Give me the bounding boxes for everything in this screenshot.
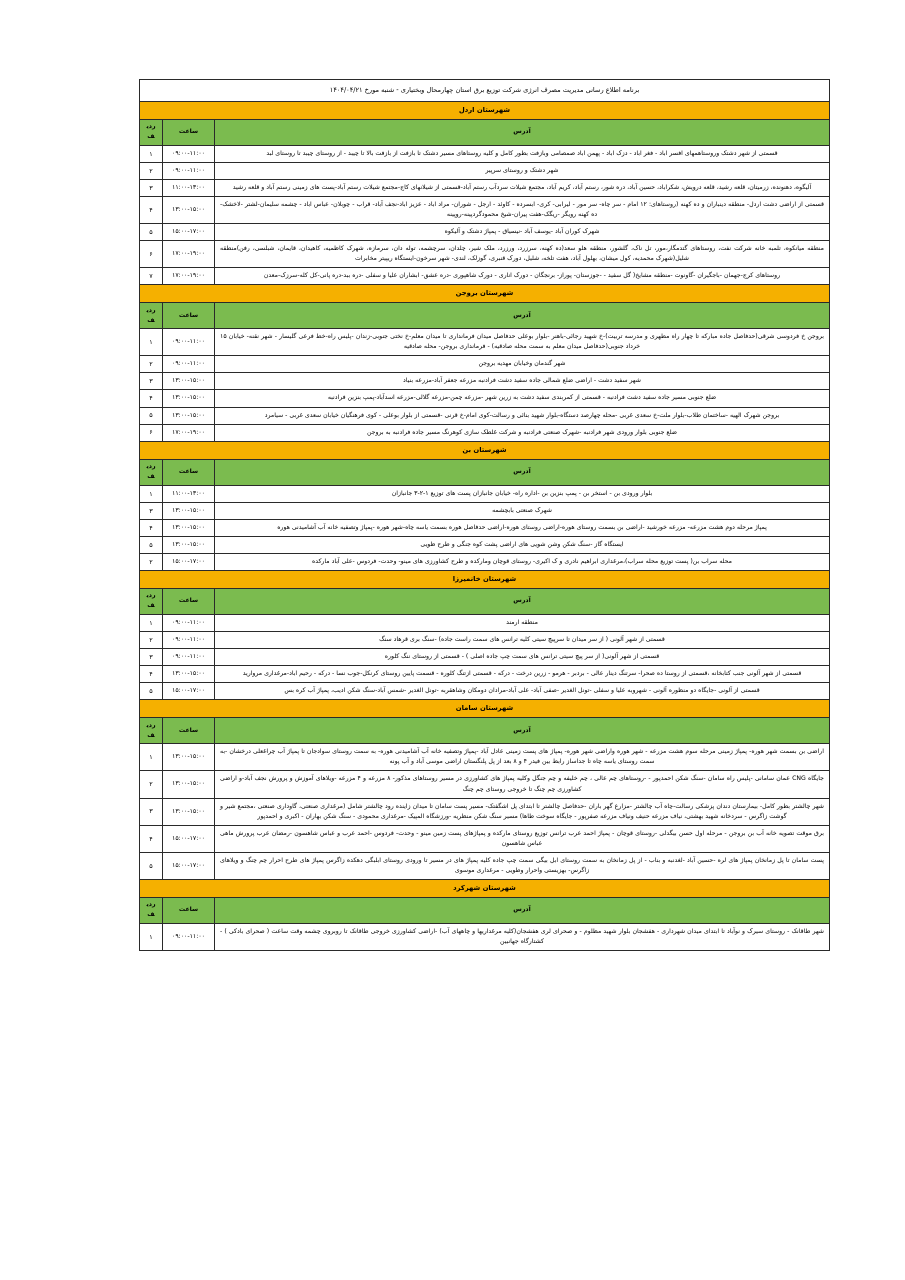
outage-address: قسمتی از آلونی -جایگاه دو منظوره آلونی - شهروبه علیا و سفلی -تونل الغدیر -صفی آباد- علی آباد-مرادان دومکان وشاهقربه -تونل الغدیر -شمس آباد-سنگ شکن ادیب، پمپاژ آب کره بس xyxy=(215,683,830,700)
outage-time: ۱۵:۰۰-۱۷:۰۰ xyxy=(163,553,215,570)
table-row xyxy=(139,356,829,373)
outage-address: قسمتی از شهر آلونی جنب کتابخانه ،قسمتی از روستا ده صحرا- سرتنگ دینار عالی - بردبر - هرمو - زرین درخت - درکه - قسمتی ازتنگ کلوره - قسمت پایین روستای کرنکل-جوب نسا - درکه - رحیم اباد-مرغداری مروارید xyxy=(215,666,830,683)
outage-address: پست سامان تا پل زمانخان پمپاژ های لره -حسین آباد -لغدنبه و بناب - از پل زمانخان به سمت روستای ابل بیگی سمت چپ جاده کلیه پمپاژ های در مسیر تا ورودی روستای ابلبگی دهکده زاگرس پمپاژ های طرح احرار چم چنگ و ویلاهای زاگرس- بهزیستی واحرار وطویی - مرغداری موسوی xyxy=(215,852,830,879)
outage-address: قسمتی از شهر آلونی( از سر پیچ سیتی ترانس های سمت چپ جاده اصلی ) - قسمتی از روستای ننگ کلوره xyxy=(215,649,830,666)
outage-address: روستاهای کرج-جهمان -باجگیران -گاونوت -منطقه مشایخ( گل سفید - -جوزستان- پوراز- برنجگان - دورک اناری - دورک شاهپوری -دره عشق- ابشاران علیا و سفلی -دره ببد-دره پانی-کل کله-سرزک-معدن xyxy=(215,268,830,285)
column-header-row-number: ردیف xyxy=(139,718,162,744)
outage-address: منطقه ارمند xyxy=(215,615,830,632)
outage-time: ۱۵:۰۰-۱۷:۰۰ xyxy=(163,852,215,879)
column-header-row xyxy=(139,897,829,923)
row-number: ۴ xyxy=(139,390,162,407)
column-header-address: آدرس xyxy=(215,119,830,145)
outage-time: ۱۷:۰۰-۱۹:۰۰ xyxy=(163,241,215,268)
outage-time: ۰۹:۰۰-۱۱:۰۰ xyxy=(163,649,215,666)
outage-time: ۱۳:۰۰-۱۵:۰۰ xyxy=(163,196,215,223)
row-number: ۲ xyxy=(139,162,162,179)
column-header-address: آدرس xyxy=(215,588,830,614)
section-header-row xyxy=(139,879,829,897)
outage-address: ضلع جنوبی مسیر جاده سفید دشت فرادنبه - قسمتی از کمربندی سفید دشت به زرین شهر -مزرعه چمن-مزرعه گلالی-مزرعه اسدآباد-پمپ بنزین فرادنبه xyxy=(215,390,830,407)
row-number: ۱ xyxy=(139,145,162,162)
outage-time: ۱۳:۰۰-۱۵:۰۰ xyxy=(163,666,215,683)
table-row xyxy=(139,519,829,536)
outage-time: ۱۳:۰۰-۱۵:۰۰ xyxy=(163,519,215,536)
table-row xyxy=(139,390,829,407)
column-header-time: ساعت xyxy=(163,119,215,145)
outage-time: ۱۵:۰۰-۱۷:۰۰ xyxy=(163,683,215,700)
outage-address: جایگاه CNG عمان سامانی -پلیس راه سامان -سنگ شکن احمدپور - -روستاهای چم عالی ، چم خلیفه و چم جنگل وکلیه پمپاژ های کشاورزی در مسیر روستاهای مذکور- ۸ مزرعه و ۴ مزرعه -ویلاهای آموزش و پرورش نجف آباد-و اراضی کشاورزی چم چنگ تا خروجی روستای چم چنگ xyxy=(215,771,830,798)
column-header-time: ساعت xyxy=(163,459,215,485)
outage-time: ۱۳:۰۰-۱۵:۰۰ xyxy=(163,798,215,825)
section-title: شهرستان شهرکرد xyxy=(139,879,829,897)
outage-time: ۱۳:۰۰-۱۵:۰۰ xyxy=(163,407,215,424)
table-row xyxy=(139,224,829,241)
outage-address: شهرک صنعتی بابچشمه xyxy=(215,502,830,519)
outage-time: ۱۵:۰۰-۱۷:۰۰ xyxy=(163,224,215,241)
outage-time: ۱۳:۰۰-۱۵:۰۰ xyxy=(163,744,215,771)
outage-address: ضلع جنوبی بلوار ورودی شهر فرادنبه -شهرک صنعتی فرادنبه و شرکت غلطک سازی کوهرنگ مسیر جاده فرادنبه به بروجن xyxy=(215,424,830,441)
row-number: ۴ xyxy=(139,825,162,852)
outage-schedule-sheet xyxy=(140,79,830,951)
outage-time: ۰۹:۰۰-۱۱:۰۰ xyxy=(163,329,215,356)
section-title: شهرستان سامان xyxy=(139,700,829,718)
section-title: شهرستان بن xyxy=(139,441,829,459)
row-number: ۵ xyxy=(139,224,162,241)
table-row xyxy=(139,553,829,570)
table-row xyxy=(139,852,829,879)
table-row xyxy=(139,683,829,700)
table-row xyxy=(139,329,829,356)
outage-time: ۱۱:۰۰-۱۳:۰۰ xyxy=(163,485,215,502)
column-header-time: ساعت xyxy=(163,588,215,614)
row-number: ۴ xyxy=(139,196,162,223)
column-header-address: آدرس xyxy=(215,897,830,923)
table-row xyxy=(139,923,829,950)
table-row xyxy=(139,798,829,825)
outage-address: محله سراب بن( پست توزیع محله سراب)،مرغداری ابراهیم نادری و ک اکیری- روستای قوچان ومارکده و طرح کشاورزی های مینو- وحدت- فردوس -علی آباد مارکده xyxy=(215,553,830,570)
row-number: ۱ xyxy=(139,923,162,950)
column-header-row xyxy=(139,303,829,329)
column-header-time: ساعت xyxy=(163,897,215,923)
outage-address: شهر طاقانک - روستای سیرک و نوآباد تا ابتدای میدان شهرداری - هفشجان بلوار شهید مظلوم - و صحرای لری هفشجان(کلیه مرغداریها و چاههای آب) -اراضی کشاورزی خروجی طاقانک تا روبروی چشمه وقت ساعت ( صحرای بادکی ) - کشتارگاه جهانبین xyxy=(215,923,830,950)
row-number: ۳ xyxy=(139,798,162,825)
section-title: شهرستان خانمیرزا xyxy=(139,570,829,588)
row-number: ۲ xyxy=(139,632,162,649)
table-row xyxy=(139,502,829,519)
row-number: ۳ xyxy=(139,179,162,196)
table-row xyxy=(139,196,829,223)
outage-address: قسمتی از اراضی دشت اردل- منطقه دینباران و ده کهنه (روستاهای: ۱۲ امام - سر چاه- سر مور - لیرابی- کری- ابسرده - کاوئد - ارجل - شوران- مراد اباد - عزیز اباد-نجف آباد- قراب - چوبلان- عباس اباد - چشمه سلیمان-لشتر -لاخشک-ده کهنه رویگر -ریگک-هفت پیران-شیخ محمودگردپینه-روپینه xyxy=(215,196,830,223)
column-header-row-number: ردیف xyxy=(139,303,162,329)
outage-address: شهر سفید دشت - اراضی ضلع شمالی جاده سفید دشت فرادنبه مزرعه جعفر آباد-مزرعه بنیاد xyxy=(215,373,830,390)
table-row xyxy=(139,649,829,666)
section-header-row xyxy=(139,700,829,718)
section-title: شهرستان بروجن xyxy=(139,285,829,303)
outage-time: ۰۹:۰۰-۱۱:۰۰ xyxy=(163,356,215,373)
table-row xyxy=(139,536,829,553)
outage-time: ۰۹:۰۰-۱۱:۰۰ xyxy=(163,145,215,162)
table-row xyxy=(139,666,829,683)
outage-address: شهر چالشتر بطور کامل- بیمارستان دندان پزشکی رسالت-چاه آب چالشتر -مزارع گهر باران -حدفاصل چالشتر تا ابتدای پل اشگفتک- مسیر پست سامان تا میدان زاینده رود چالشتر شامل (مرغداری صنعتی، گاوداری صنعتی ،مجتمع شیر و گوشت زاگرس - سردخانه شهید بهشتی، نیاف مزرعه حنیف ونیاف مزرعه صفرپور - جایگاه سوخت طاها) مسیر سنگ شکن منظریه -ورزشگاه المپیک -مرغداری محمودی - سنگ شکن بهاران - اکبری و احمدپور xyxy=(215,798,830,825)
outage-address: برق موقت تصویه خانه آب بن بروجن - مرحله اول حسن بیگدلی -روستای قوچان - پمپاژ احمد عرب ترانس توزیع روستای مارکده و پمپاژهای پست زمین مینو - وحدت- فردوس -احمد عرب و عباس شاهسون -رمضان عرب پرورش ماهی عباس شاهسون xyxy=(215,825,830,852)
outage-address: بروجن شهرک الهیه -ساختمان طلاب-بلوار ملت-خ سعدی غربی -محله چهارصد دستگاه-بلوار شهید بنائی و رسالت-کوی امام-خ قرنی -قسمتی از بلوار بوعلی - کوی فرهنگیان خیابان سعدی غربی - سیامرد xyxy=(215,407,830,424)
table-row xyxy=(139,268,829,285)
row-number: ۱ xyxy=(139,485,162,502)
column-header-time: ساعت xyxy=(163,718,215,744)
row-number: ۱ xyxy=(139,615,162,632)
outage-time: ۱۳:۰۰-۱۵:۰۰ xyxy=(163,390,215,407)
column-header-address: آدرس xyxy=(215,718,830,744)
outage-time: ۱۷:۰۰-۱۹:۰۰ xyxy=(163,424,215,441)
outage-time: ۱۱:۰۰-۱۳:۰۰ xyxy=(163,179,215,196)
row-number: ۷ xyxy=(139,268,162,285)
outage-address: آلیگوه، دهنونده، زرمیتان، قلعه رشید، قلعه درویش، شکراباد، حسین آباد، دره شور، رستم آباد، کریم آباد، مجتمع شیلات سردآب رستم آباد-قسمتی از شیلانهای کاج-مجتمع شیلات رستم آباد-پست های زمینی رستم آباد و قلعه رشید xyxy=(215,179,830,196)
table-row xyxy=(139,825,829,852)
section-title: شهرستان اردل xyxy=(139,101,829,119)
row-number: ۴ xyxy=(139,666,162,683)
outage-time: ۱۷:۰۰-۱۹:۰۰ xyxy=(163,268,215,285)
table-row xyxy=(139,179,829,196)
outage-address: پمپاژ مرحله دوم هشت مزرعه- مزرعه خورشید -اراضی بن بسمت روستای هوره-اراضی روستای هوره-اراضی حدفاصل هوره بسمت یاسه چاه-شهر هوره -پمپاژ وتصفیه خانه آب آشامیدنی هوره xyxy=(215,519,830,536)
row-number: ۳ xyxy=(139,502,162,519)
column-header-time: ساعت xyxy=(163,303,215,329)
table-row xyxy=(139,162,829,179)
outage-time: ۱۳:۰۰-۱۵:۰۰ xyxy=(163,771,215,798)
row-number: ۵ xyxy=(139,536,162,553)
section-header-row xyxy=(139,101,829,119)
outage-time: ۰۹:۰۰-۱۱:۰۰ xyxy=(163,632,215,649)
outage-time: ۱۳:۰۰-۱۵:۰۰ xyxy=(163,502,215,519)
outage-address: اراضی بن بسمت شهر هوره- پمپاژ زمینی مرحله سوم هشت مزرعه - شهر هوره واراضی شهر هوره- پمپاژ های پست زمینی عادل آباد -پمپاژ وتصفیه خانه آب آشامیدنی هوره- به سمت روستای سوادجان تا پمپاژ آب چراغعلی درخشان -به سمت روستای یاسه چاه تا جداساز رابط بین فیدر ۴ و ۸ بعد از پل پلنگستان اراضی موسی آباد و آب پونه xyxy=(215,744,830,771)
outage-address: شهرک کوران آباد -یوسف آباد -نیسیاق - پمپاژ دشتک و آلیکوه xyxy=(215,224,830,241)
column-header-row xyxy=(139,459,829,485)
table-row xyxy=(139,424,829,441)
column-header-address: آدرس xyxy=(215,459,830,485)
row-number: ۱ xyxy=(139,329,162,356)
row-number: ۵ xyxy=(139,683,162,700)
document-title-row xyxy=(139,80,829,102)
column-header-row-number: ردیف xyxy=(139,897,162,923)
column-header-row-number: ردیف xyxy=(139,588,162,614)
column-header-row xyxy=(139,718,829,744)
column-header-row xyxy=(139,588,829,614)
outage-address: منطقه میانکوه، تلمبه خانه شرکت نفت، روستاهای گتدمگار،مور، تل ناک، گلشور، منطقه هلو سعد(ده کهنه، سرزرد، ورزرد، ملک شیر، چلدان، سرچشمه، توله دان، سرمازه، شهرک کاظمیه، کاهیدان، قایمان، شبلسی، رفن)منطقه شلیل(شهرک محمدیه، کول میشان، بهلول آباد، هفت تلخه، شلیل، دورک قنبری، گوزلک، لندی- شهر سرخون-ایستگاه ریپیتر مخابرات xyxy=(215,241,830,268)
table-row xyxy=(139,373,829,390)
row-number: ۳ xyxy=(139,649,162,666)
table-row xyxy=(139,407,829,424)
row-number: ۲ xyxy=(139,771,162,798)
section-header-row xyxy=(139,570,829,588)
column-header-row xyxy=(139,119,829,145)
row-number: ۲ xyxy=(139,356,162,373)
table-row xyxy=(139,615,829,632)
outage-time: ۰۹:۰۰-۱۱:۰۰ xyxy=(163,923,215,950)
row-number: ۶ xyxy=(139,424,162,441)
outage-schedule-table xyxy=(139,79,830,951)
page-title: برنامه اطلاع رسانی مدیریت مصرف انرژی شرکت توزیع برق استان چهارمحال وبختیاری - شنبه مورخ ۱۴۰۴/۰۴/۲۱ xyxy=(139,80,829,102)
column-header-row-number: ردیف xyxy=(139,459,162,485)
outage-time: ۱۳:۰۰-۱۵:۰۰ xyxy=(163,373,215,390)
outage-time: ۱۵:۰۰-۱۷:۰۰ xyxy=(163,825,215,852)
column-header-address: آدرس xyxy=(215,303,830,329)
row-number: ۵ xyxy=(139,407,162,424)
outage-time: ۰۹:۰۰-۱۱:۰۰ xyxy=(163,162,215,179)
row-number: ۱ xyxy=(139,744,162,771)
outage-time: ۰۹:۰۰-۱۱:۰۰ xyxy=(163,615,215,632)
outage-address: شهر گندمان وخیابان مهدیه بروجن xyxy=(215,356,830,373)
table-row xyxy=(139,771,829,798)
row-number: ۴ xyxy=(139,519,162,536)
table-row xyxy=(139,744,829,771)
outage-address: ایستگاه گاز -سنگ شکن وشن شویی های اراضی پشت کوه جنگی و طرح ظویی xyxy=(215,536,830,553)
row-number: ۵ xyxy=(139,852,162,879)
column-header-row-number: ردیف xyxy=(139,119,162,145)
section-header-row xyxy=(139,285,829,303)
outage-time: ۱۳:۰۰-۱۵:۰۰ xyxy=(163,536,215,553)
outage-address: بلوار ورودی بن - استخر بن - پمپ بنزین بن -اداره راه- خیابان جانبازان پست های توزیع ۱-۲-۳ جانبازان xyxy=(215,485,830,502)
row-number: ۶ xyxy=(139,241,162,268)
outage-address: قسمتی از شهر دشتک وروستاهمهای افسر اباد - فغر اباد - دزک اباد - پهمن اباد صمصامی وبازفت بطور کامل و کلیه روستاهای مسیر دشتک تا بازفت از بازفت بالا تا چیبد - از روستای چیبد تا روستای لبد xyxy=(215,145,830,162)
outage-address: قسمتی از شهر آلونی ( از سر میدان تا سرپیچ سیتی کلیه ترانس های سمت راست جاده) -سنگ بری قرهاد سنگ xyxy=(215,632,830,649)
table-row xyxy=(139,145,829,162)
row-number: ۲ xyxy=(139,553,162,570)
table-row xyxy=(139,241,829,268)
section-header-row xyxy=(139,441,829,459)
outage-address: بروجن خ فردوسی شرقی(حدفاصل جاده مبارکه تا چهار راه مطهری و مدرسه تربیت)-خ شهید رجائی-باهنر -بلوار بوعلی حدفاصل میدان فرمانداری تا میدان معلم-خ نختی جنوبی-زندان -پلیس راه-خط فرعی گلیسار - شهر نقنه- خیابان ۱۵ خرداد جنوبی(حدفاصل میدان معلم به سمت محله صادقیه) - فرمانداری بروجن- محله صادقیه xyxy=(215,329,830,356)
table-row xyxy=(139,632,829,649)
outage-address: شهر دشتک و روستای سرپیر xyxy=(215,162,830,179)
table-row xyxy=(139,485,829,502)
row-number: ۳ xyxy=(139,373,162,390)
